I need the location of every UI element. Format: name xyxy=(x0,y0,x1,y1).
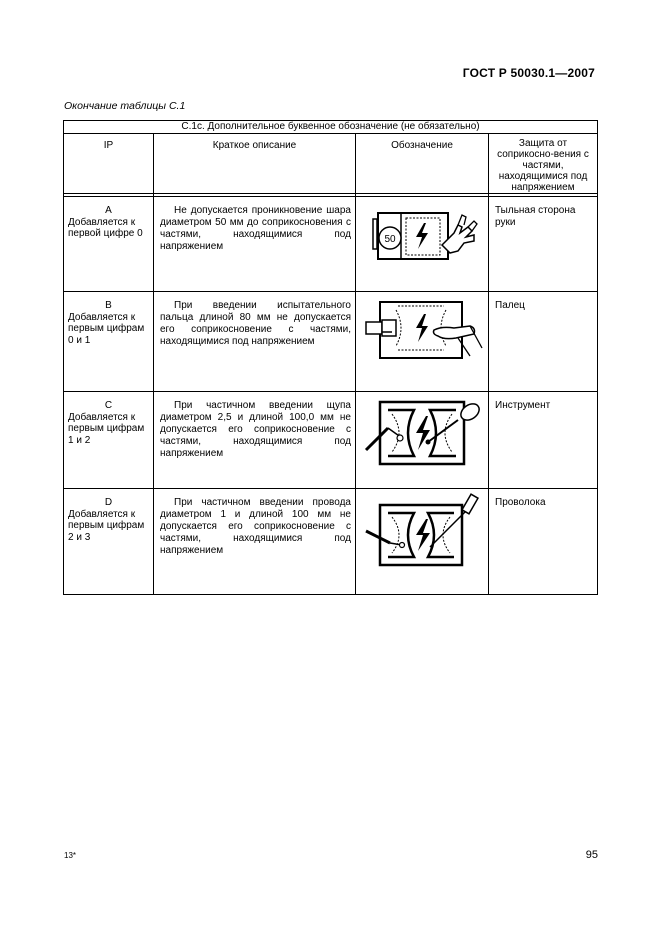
table-row xyxy=(64,292,598,392)
ip-text: Добавляется к первым цифрам 2 и 3 xyxy=(68,508,145,543)
protection-cell xyxy=(489,392,598,489)
table-span-title: С.1с. Дополнительное буквенное обозначение (не обязательно) xyxy=(64,121,598,134)
description-cell xyxy=(154,197,356,292)
ip-letter: B xyxy=(105,300,112,311)
ball-size-label: 50 xyxy=(384,234,396,245)
protection-text: Проволока xyxy=(495,497,546,508)
ip-letter: D xyxy=(104,497,113,508)
table-row xyxy=(64,489,598,595)
description-text: При частичном введении щупа диаметром 2,5 и длиной 100,0 мм не допускается его соприкосновение с частями, находящимися под напряжением xyxy=(160,400,351,459)
ip-cell xyxy=(64,292,154,392)
symbol-cell xyxy=(356,489,489,595)
page-number: 95 xyxy=(585,849,598,861)
description-cell xyxy=(154,392,356,489)
ip-text: Добавляется к первым цифрам 1 и 2 xyxy=(68,411,145,446)
description-text: Не допускается проникновение шара диаметром 50 мм до соприкосновения с частями, находящимися под напряжением xyxy=(160,205,351,252)
protection-cell xyxy=(489,489,598,595)
col-header-ip: IP xyxy=(64,134,154,194)
table-row xyxy=(64,197,598,292)
col-header-symbol: Обозначение xyxy=(356,134,489,194)
ip-table xyxy=(63,120,598,595)
symbol-cell xyxy=(356,292,489,392)
description-cell xyxy=(154,292,356,392)
symbol-cell xyxy=(356,197,489,292)
table-row xyxy=(64,392,598,489)
protection-cell xyxy=(489,292,598,392)
description-cell xyxy=(154,489,356,595)
col-header-desc: Краткое описание xyxy=(154,134,356,194)
ball-50mm-icon xyxy=(358,203,486,267)
protection-text: Тыльная сторона руки xyxy=(495,205,576,228)
ip-letter: A xyxy=(105,205,112,216)
ip-text: Добавляется к первой цифре 0 xyxy=(68,216,143,239)
test-finger-icon xyxy=(358,298,486,364)
ip-letter: C xyxy=(104,400,113,411)
ip-text: Добавляется к первым цифрам 0 и 1 xyxy=(68,311,145,346)
ip-cell xyxy=(64,197,154,292)
ip-cell xyxy=(64,489,154,595)
protection-text: Палец xyxy=(495,300,525,311)
table-caption: Окончание таблицы С.1 xyxy=(64,100,186,112)
description-text: При частичном введении провода диаметром 1 и длиной 100 мм не допускается его соприкосновение с частями, находящимися под напряжением xyxy=(160,497,351,556)
ip-cell xyxy=(64,392,154,489)
description-text: При введении испытательного пальца длиной 80 мм не допускается его соприкосновение с частями, находящимися под напряжением xyxy=(160,300,351,347)
protection-text: Инструмент xyxy=(495,400,551,411)
protection-cell xyxy=(489,197,598,292)
document-code: ГОСТ Р 50030.1—2007 xyxy=(462,66,595,80)
wire-probe-icon xyxy=(358,493,486,569)
col-header-protection: Защита от соприкосно-вения с частями, находящимися под напряжением xyxy=(489,134,598,194)
tool-probe-icon xyxy=(358,396,486,468)
signature-mark: 13* xyxy=(64,851,77,860)
symbol-cell xyxy=(356,392,489,489)
